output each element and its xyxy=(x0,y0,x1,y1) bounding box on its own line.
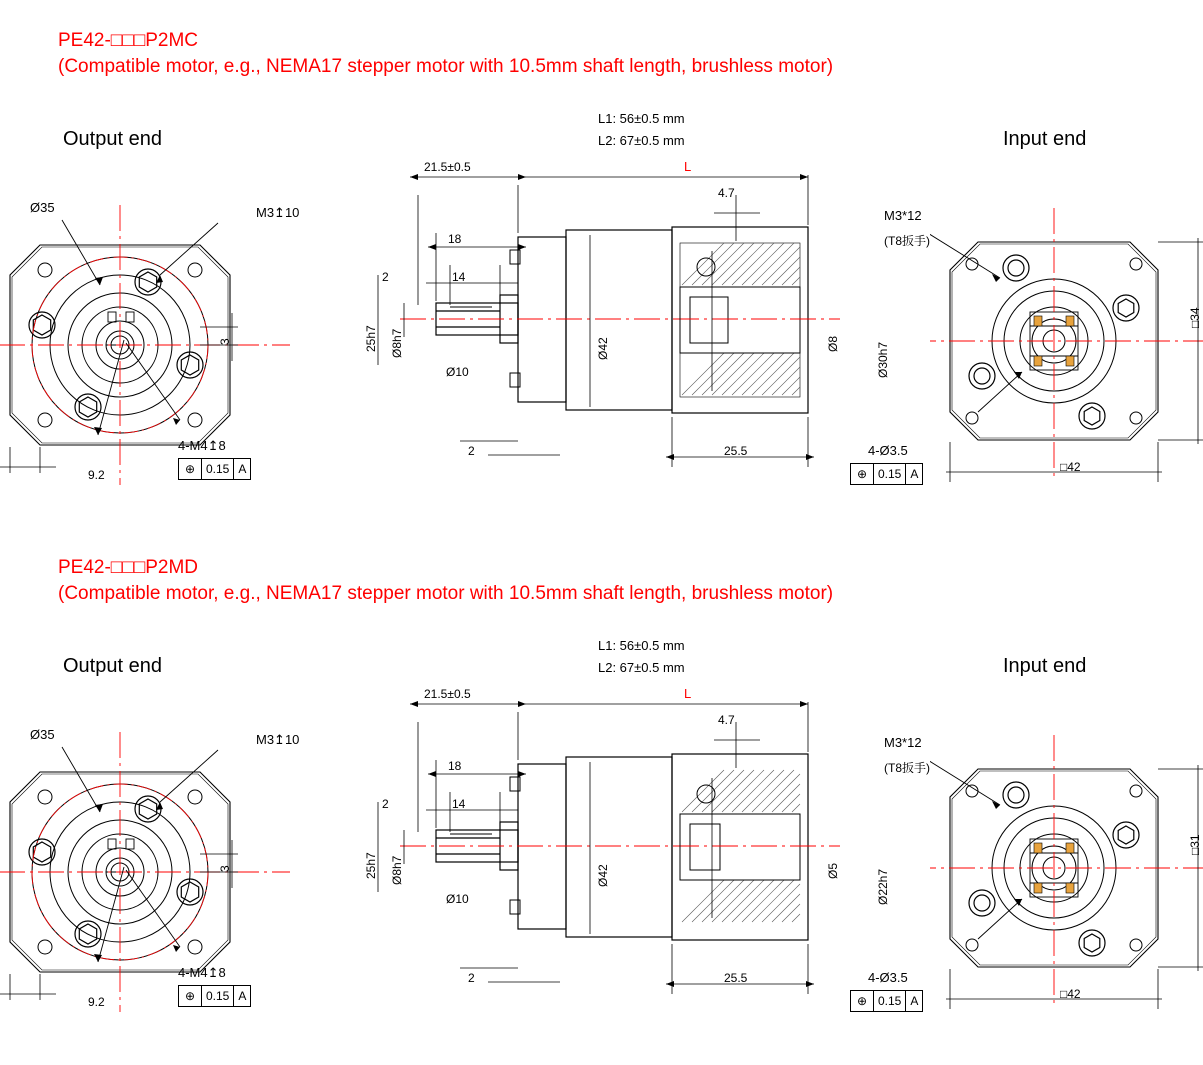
input-hole-note: 4-Ø3.5 xyxy=(868,443,908,458)
position-tolerance: 0.15 xyxy=(202,459,234,479)
input-datum-box xyxy=(850,990,923,1012)
position-tolerance: 0.15 xyxy=(202,986,234,1006)
position-symbol: ⊕ xyxy=(179,986,202,1006)
position-tolerance: 0.15 xyxy=(874,991,906,1011)
section-dim-25-5: 25.5 xyxy=(724,444,748,458)
drawing-block-p2mc xyxy=(0,0,1203,520)
output-thread-label: M3↥10 xyxy=(256,732,300,747)
section-dim-2-top: 2 xyxy=(382,270,389,284)
input-end-label: Input end xyxy=(1003,655,1087,677)
output-end-label: Output end xyxy=(63,655,162,677)
datum-ref: A xyxy=(238,462,247,476)
block-title-line2: (Compatible motor, e.g., NEMA17 stepper motor with 10.5mm shaft length, brushless motor) xyxy=(58,56,834,77)
output-flat-dim: 3 xyxy=(218,865,232,872)
input-inner-square-dim: □31 xyxy=(1188,834,1202,855)
output-pcd-label: Ø35 xyxy=(30,200,55,215)
length-symbol-l: L xyxy=(684,686,692,701)
section-body-dia: Ø42 xyxy=(596,864,610,887)
datum-ref: A xyxy=(238,989,247,1003)
section-dim-2-bottom: 2 xyxy=(468,971,475,985)
section-bore-dia: Ø5 xyxy=(826,862,840,879)
section-shaft-fit: 25h7 xyxy=(364,325,378,352)
output-hole-note: 4-M4↥8 xyxy=(178,438,226,453)
input-inner-square-dim: □34 xyxy=(1188,307,1202,328)
length-note-l2: L2: 67±0.5 mm xyxy=(598,133,685,148)
datum-ref: A xyxy=(910,994,919,1008)
section-boss-dia: Ø10 xyxy=(446,892,469,906)
input-screw-label: M3*12 xyxy=(884,208,922,223)
output-datum-box xyxy=(178,985,251,1007)
length-note-l1: L1: 56±0.5 mm xyxy=(598,111,685,126)
section-dim-18: 18 xyxy=(448,232,462,246)
input-end-label: Input end xyxy=(1003,128,1087,150)
section-dim-2-bottom: 2 xyxy=(468,444,475,458)
section-boss-dia: Ø10 xyxy=(446,365,469,379)
output-flat-dim: 3 xyxy=(218,338,232,345)
length-note-l1: L1: 56±0.5 mm xyxy=(598,638,685,653)
section-dim-25-5: 25.5 xyxy=(724,971,748,985)
section-shaft-dia: Ø8h7 xyxy=(390,328,404,358)
section-body-dia: Ø42 xyxy=(596,337,610,360)
section-dim-14: 14 xyxy=(452,797,466,811)
position-symbol: ⊕ xyxy=(179,459,202,479)
section-dim-4-7: 4.7 xyxy=(718,186,735,200)
input-hole-note: 4-Ø3.5 xyxy=(868,970,908,985)
section-bore-dia: Ø8 xyxy=(826,335,840,352)
input-screw-label: M3*12 xyxy=(884,735,922,750)
section-shaft-dia: Ø8h7 xyxy=(390,855,404,885)
input-square-dim: □42 xyxy=(1060,987,1081,1001)
output-thread-label: M3↥10 xyxy=(256,205,300,220)
section-pilot-dia: Ø22h7 xyxy=(876,868,890,905)
section-dim-2-top: 2 xyxy=(382,797,389,811)
length-symbol-l: L xyxy=(684,159,692,174)
input-square-dim: □42 xyxy=(1060,460,1081,474)
position-symbol: ⊕ xyxy=(851,464,874,484)
output-edge-dim: 9.2 xyxy=(88,468,105,482)
block-title-line1: PE42-□□□P2MD xyxy=(58,557,199,578)
output-pcd-label: Ø35 xyxy=(30,727,55,742)
section-dim-18: 18 xyxy=(448,759,462,773)
output-hole-note: 4-M4↥8 xyxy=(178,965,226,980)
output-edge-dim: 9.2 xyxy=(88,995,105,1009)
section-pilot-dia: Ø30h7 xyxy=(876,341,890,378)
section-shaft-fit: 25h7 xyxy=(364,852,378,879)
section-dim-14: 14 xyxy=(452,270,466,284)
datum-ref: A xyxy=(910,467,919,481)
position-tolerance: 0.15 xyxy=(874,464,906,484)
section-dim-21-5: 21.5±0.5 xyxy=(424,687,471,701)
output-end-label: Output end xyxy=(63,128,162,150)
drawing-block-p2md xyxy=(0,527,1203,1047)
position-symbol: ⊕ xyxy=(851,991,874,1011)
section-dim-21-5: 21.5±0.5 xyxy=(424,160,471,174)
input-wrench-note: (T8扳手) xyxy=(884,234,930,248)
output-datum-box xyxy=(178,458,251,480)
block-title-line2: (Compatible motor, e.g., NEMA17 stepper motor with 10.5mm shaft length, brushless motor) xyxy=(58,583,834,604)
input-datum-box xyxy=(850,463,923,485)
section-dim-4-7: 4.7 xyxy=(718,713,735,727)
input-wrench-note: (T8扳手) xyxy=(884,761,930,775)
block-title-line1: PE42-□□□P2MC xyxy=(58,30,199,51)
length-note-l2: L2: 67±0.5 mm xyxy=(598,660,685,675)
